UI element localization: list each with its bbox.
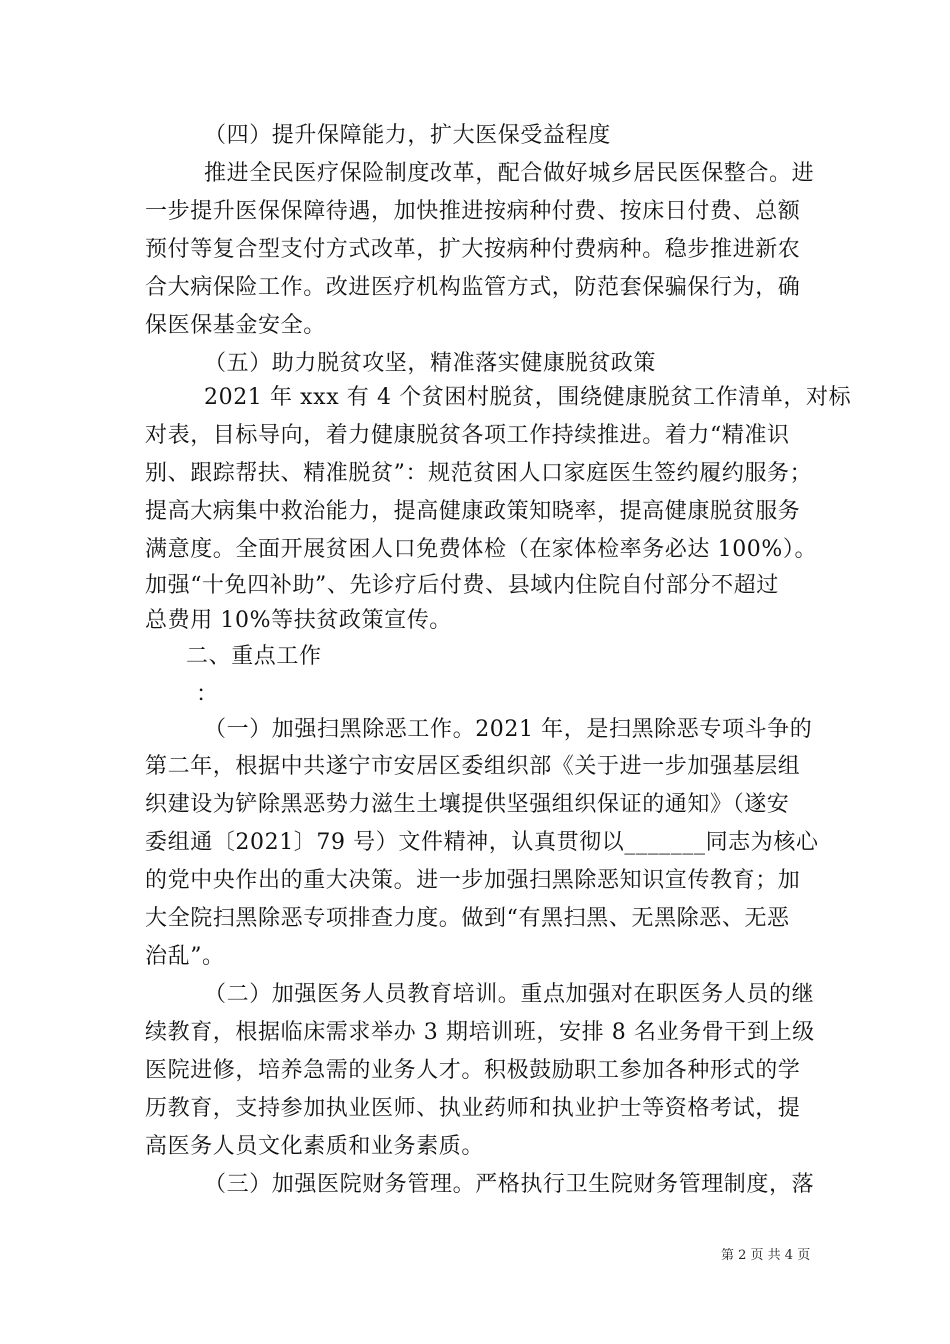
paragraph-line: 的党中央作出的重大决策。进一步加强扫黑除恶知识宣传教育；加	[145, 868, 801, 893]
paragraph-line: 高医务人员文化素质和业务素质。	[145, 1134, 485, 1159]
paragraph-line: 大全院扫黑除恶专项排查力度。做到“有黑扫黑、无黑除恶、无恶	[145, 906, 790, 931]
paragraph-line: （二）加强医务人员教育培训。重点加强对在职医务人员的继	[204, 982, 815, 1007]
paragraph-line: 合大病保险工作。改进医疗机构监管方式，防范套保骗保行为，确	[145, 275, 801, 300]
paragraph-line: （一）加强扫黑除恶工作。2021 年，是扫黑除恶专项斗争的	[204, 717, 813, 742]
paragraph-line: 加强“十免四补助”、先诊疗后付费、县域内住院自付部分不超过	[145, 573, 779, 598]
part-2-heading: 二、重点工作	[186, 644, 322, 669]
paragraph-line: 推进全民医疗保险制度改革，配合做好城乡居民医保整合。进	[204, 161, 815, 186]
section-5-heading: （五）助力脱贫攻坚，精准落实健康脱贫政策	[204, 351, 657, 376]
paragraph-line: 保医保基金安全。	[145, 313, 326, 338]
paragraph-line: 委组通〔2021〕79 号）文件精神，认真贯彻以_______同志为核心	[145, 830, 819, 855]
paragraph-line: 总费用 10%等扶贫政策宣传。	[145, 608, 452, 633]
paragraph-line: 历教育，支持参加执业医师、执业药师和执业护士等资格考试，提	[145, 1096, 801, 1121]
page-number-footer: 第 2 页 共 4 页	[721, 1248, 811, 1263]
paragraph-line: 2021 年 xxx 有 4 个贫困村脱贫，围绕健康脱贫工作清单，对标	[204, 385, 852, 410]
stray-colon: ：	[196, 682, 219, 707]
paragraph-line: 治乱”。	[145, 944, 225, 969]
paragraph-line: （三）加强医院财务管理。严格执行卫生院财务管理制度，落	[204, 1172, 815, 1197]
paragraph-line: 提高大病集中救治能力，提高健康政策知晓率，提高健康脱贫服务	[145, 499, 801, 524]
paragraph-line: 预付等复合型支付方式改革，扩大按病种付费病种。稳步推进新农	[145, 237, 801, 262]
paragraph-line: 满意度。全面开展贫困人口免费体检（在家体检率务必达 100%）。	[145, 537, 818, 562]
paragraph-line: 织建设为铲除黑恶势力滋生土壤提供坚强组织保证的通知》（遂安	[145, 792, 790, 817]
paragraph-line: 一步提升医保保障待遇，加快推进按病种付费、按床日付费、总额	[145, 199, 801, 224]
section-4-heading: （四）提升保障能力，扩大医保受益程度	[204, 123, 611, 148]
paragraph-line: 续教育，根据临床需求举办 3 期培训班，安排 8 名业务骨干到上级	[145, 1020, 815, 1045]
paragraph-line: 别、跟踪帮扶、精准脱贫”：规范贫困人口家庭医生签约履约服务；	[145, 461, 813, 486]
paragraph-line: 对表，目标导向，着力健康脱贫各项工作持续推进。着力“精准识	[145, 423, 790, 448]
paragraph-line: 第二年，根据中共遂宁市安居区委组织部《关于进一步加强基层组	[145, 754, 801, 779]
paragraph-line: 医院进修，培养急需的业务人才。积极鼓励职工参加各种形式的学	[145, 1058, 801, 1083]
